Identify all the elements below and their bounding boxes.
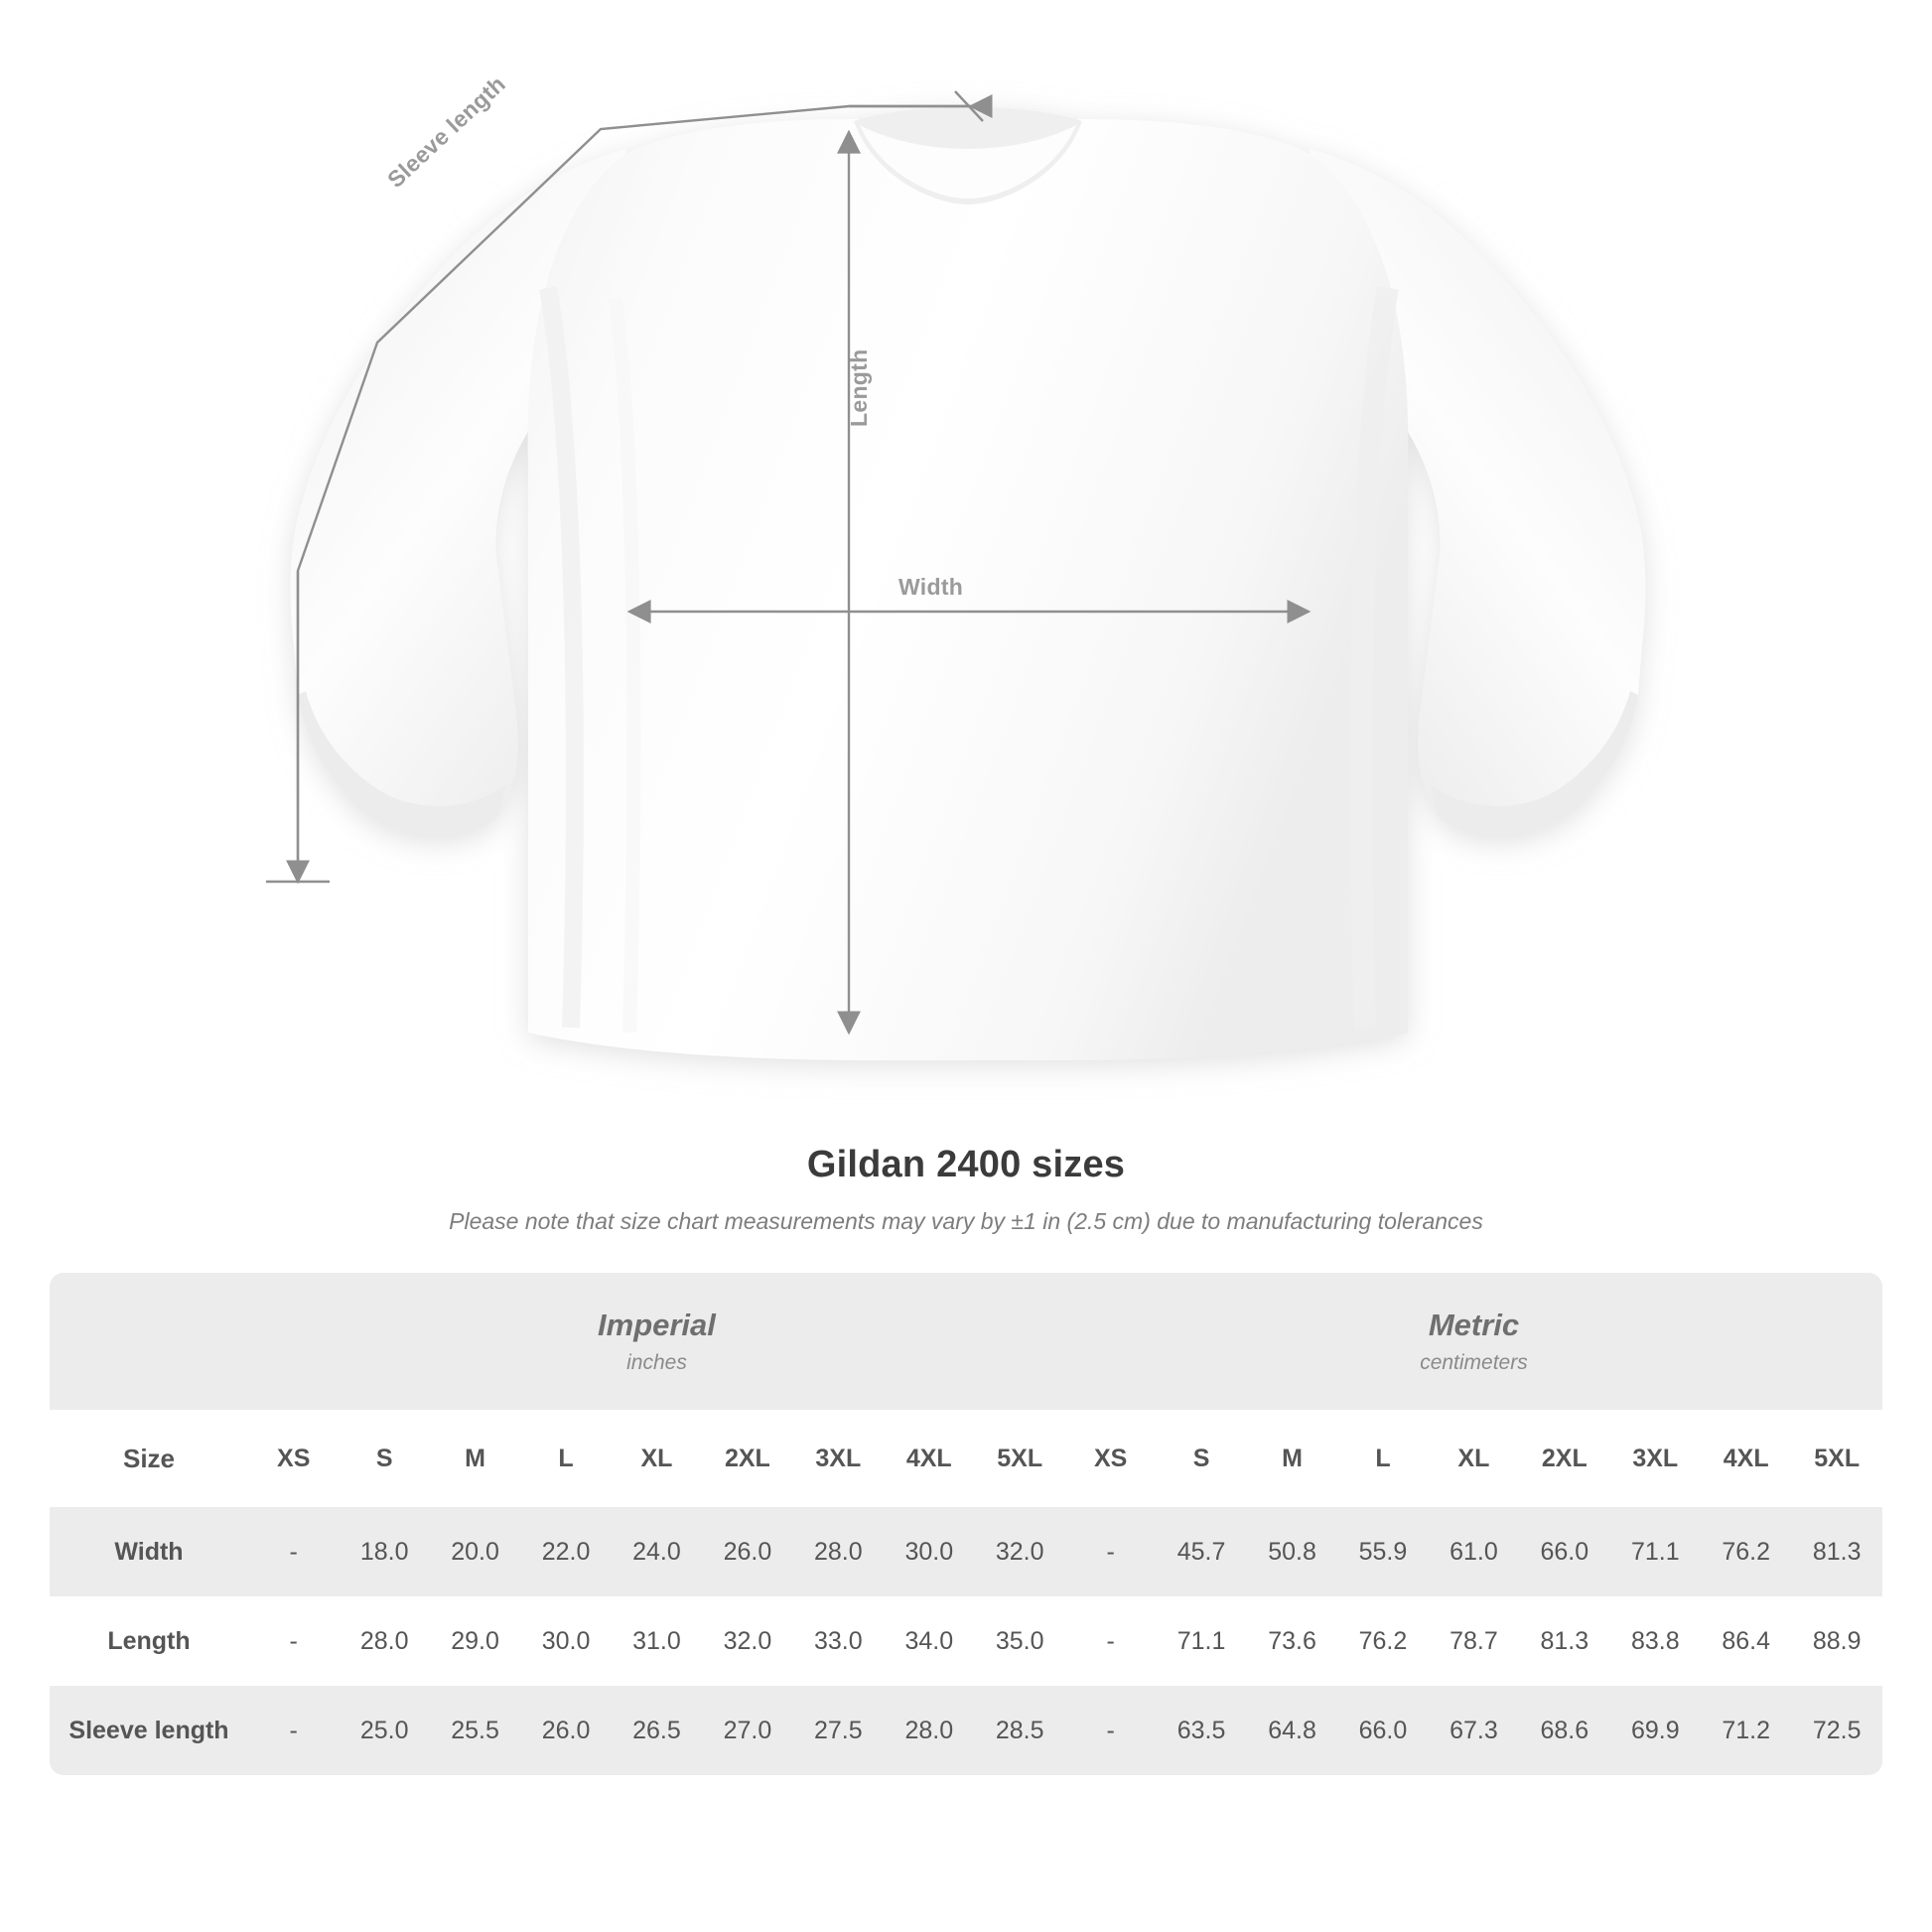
unit-header-metric [1065, 1273, 1882, 1410]
column-header-imperial-m: M [430, 1410, 520, 1507]
cell-length-imperial-m: 29.0 [430, 1596, 520, 1686]
cell-sleeve-imperial-4xl: 28.0 [884, 1686, 974, 1775]
column-header-imperial-5xl: 5XL [975, 1410, 1065, 1507]
cell-length-metric-2xl: 81.3 [1519, 1596, 1609, 1686]
cell-width-imperial-xl: 24.0 [612, 1507, 702, 1596]
cell-width-imperial-m: 20.0 [430, 1507, 520, 1596]
column-header-metric-2xl: 2XL [1519, 1410, 1609, 1507]
column-header-imperial-s: S [339, 1410, 429, 1507]
column-header-metric-3xl: 3XL [1610, 1410, 1701, 1507]
cell-width-metric-4xl: 76.2 [1701, 1507, 1791, 1596]
cell-length-imperial-s: 28.0 [339, 1596, 429, 1686]
cell-length-metric-m: 73.6 [1247, 1596, 1337, 1686]
unit-sub-metric: centimeters [1420, 1351, 1528, 1374]
column-header-imperial-2xl: 2XL [702, 1410, 792, 1507]
length-dimension-label: Length [846, 348, 872, 427]
column-header-metric-m: M [1247, 1410, 1337, 1507]
cell-length-metric-xl: 78.7 [1429, 1596, 1519, 1686]
column-header-metric-s: S [1156, 1410, 1246, 1507]
cell-sleeve-imperial-m: 25.5 [430, 1686, 520, 1775]
table-row-width [50, 1507, 1882, 1596]
unit-header-imperial [248, 1273, 1065, 1410]
cell-sleeve-imperial-3xl: 27.5 [793, 1686, 884, 1775]
cell-width-metric-xl: 61.0 [1429, 1507, 1519, 1596]
chart-subtitle: Please note that size chart measurements may vary by ±1 in (2.5 cm) due to manufacturing tolerances [449, 1208, 1483, 1234]
cell-length-metric-xs: - [1065, 1596, 1156, 1686]
column-header-metric-xs: XS [1065, 1410, 1156, 1507]
cell-sleeve-metric-s: 63.5 [1156, 1686, 1246, 1775]
cell-sleeve-metric-m: 64.8 [1247, 1686, 1337, 1775]
cell-width-metric-l: 55.9 [1337, 1507, 1428, 1596]
cell-width-metric-xs: - [1065, 1507, 1156, 1596]
cell-length-metric-l: 76.2 [1337, 1596, 1428, 1686]
table-row-sleeve-length [50, 1686, 1882, 1775]
cell-width-imperial-3xl: 28.0 [793, 1507, 884, 1596]
cell-width-imperial-s: 18.0 [339, 1507, 429, 1596]
row-label-width: Width [50, 1507, 248, 1596]
column-header-metric-l: L [1337, 1410, 1428, 1507]
cell-width-metric-m: 50.8 [1247, 1507, 1337, 1596]
size-chart-table-wrapper [50, 1273, 1882, 1775]
row-label-length: Length [50, 1596, 248, 1686]
page-title: Gildan 2400 sizes [806, 1144, 1126, 1185]
cell-sleeve-metric-3xl: 69.9 [1610, 1686, 1701, 1775]
cell-width-imperial-4xl: 30.0 [884, 1507, 974, 1596]
column-header-imperial-4xl: 4XL [884, 1410, 974, 1507]
cell-sleeve-imperial-s: 25.0 [339, 1686, 429, 1775]
sleeve-length-dimension-label: Sleeve length [382, 70, 511, 194]
cell-width-imperial-5xl: 32.0 [975, 1507, 1065, 1596]
cell-width-imperial-xs: - [248, 1507, 339, 1596]
cell-width-metric-2xl: 66.0 [1519, 1507, 1609, 1596]
unit-name-metric: Metric [1428, 1308, 1520, 1342]
cell-sleeve-metric-4xl: 71.2 [1701, 1686, 1791, 1775]
column-header-imperial-3xl: 3XL [793, 1410, 884, 1507]
cell-sleeve-metric-xs: - [1065, 1686, 1156, 1775]
cell-length-metric-3xl: 83.8 [1610, 1596, 1701, 1686]
cell-length-imperial-5xl: 35.0 [975, 1596, 1065, 1686]
cell-width-imperial-l: 22.0 [520, 1507, 611, 1596]
cell-length-imperial-3xl: 33.0 [793, 1596, 884, 1686]
cell-length-metric-s: 71.1 [1156, 1596, 1246, 1686]
cell-sleeve-imperial-l: 26.0 [520, 1686, 611, 1775]
cell-sleeve-metric-5xl: 72.5 [1791, 1686, 1882, 1775]
cell-length-imperial-l: 30.0 [520, 1596, 611, 1686]
unit-header-spacer [50, 1273, 248, 1410]
cell-sleeve-metric-2xl: 68.6 [1519, 1686, 1609, 1775]
column-header-metric-4xl: 4XL [1701, 1410, 1791, 1507]
size-header-row [50, 1410, 1882, 1507]
cell-length-imperial-xs: - [248, 1596, 339, 1686]
cell-length-imperial-4xl: 34.0 [884, 1596, 974, 1686]
title-block [0, 1144, 1932, 1235]
column-header-size: Size [50, 1410, 248, 1507]
column-header-imperial-l: L [520, 1410, 611, 1507]
row-label-sleeve-length: Sleeve length [50, 1686, 248, 1775]
cell-sleeve-imperial-xs: - [248, 1686, 339, 1775]
cell-length-metric-5xl: 88.9 [1791, 1596, 1882, 1686]
column-header-imperial-xs: XS [248, 1410, 339, 1507]
cell-sleeve-imperial-xl: 26.5 [612, 1686, 702, 1775]
unit-sub-imperial: inches [626, 1351, 687, 1374]
cell-width-metric-3xl: 71.1 [1610, 1507, 1701, 1596]
cell-sleeve-metric-l: 66.0 [1337, 1686, 1428, 1775]
cell-length-metric-4xl: 86.4 [1701, 1596, 1791, 1686]
cell-sleeve-imperial-2xl: 27.0 [702, 1686, 792, 1775]
size-chart-table [50, 1273, 1882, 1775]
cell-sleeve-imperial-5xl: 28.5 [975, 1686, 1065, 1775]
width-dimension-label: Width [898, 574, 964, 600]
unit-header-row [50, 1273, 1882, 1410]
cell-width-imperial-2xl: 26.0 [702, 1507, 792, 1596]
cell-width-metric-s: 45.7 [1156, 1507, 1246, 1596]
column-header-imperial-xl: XL [612, 1410, 702, 1507]
column-header-metric-5xl: 5XL [1791, 1410, 1882, 1507]
column-header-metric-xl: XL [1429, 1410, 1519, 1507]
cell-sleeve-metric-xl: 67.3 [1429, 1686, 1519, 1775]
unit-name-imperial: Imperial [598, 1308, 716, 1342]
cell-length-imperial-xl: 31.0 [612, 1596, 702, 1686]
table-row-length [50, 1596, 1882, 1686]
cell-length-imperial-2xl: 32.0 [702, 1596, 792, 1686]
cell-width-metric-5xl: 81.3 [1791, 1507, 1882, 1596]
